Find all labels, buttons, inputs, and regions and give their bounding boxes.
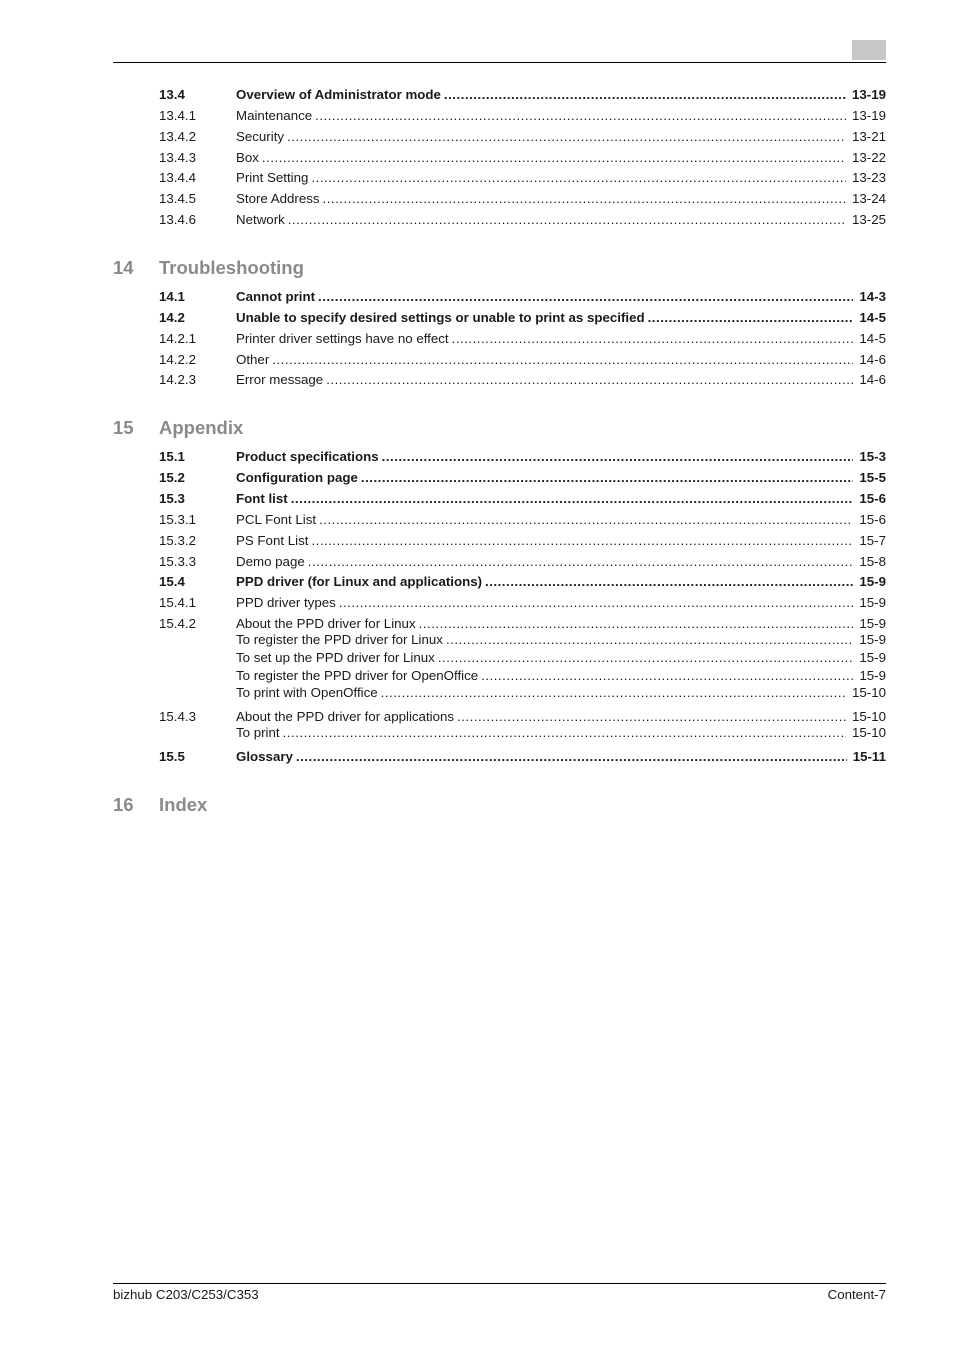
- toc-entry[interactable]: [159, 631, 886, 649]
- header-rule: [113, 62, 886, 63]
- toc-entry-title: Configuration page: [236, 469, 361, 487]
- toc-entry-leader-line: [236, 724, 886, 742]
- toc-entry-leader-line: [236, 553, 886, 571]
- toc-dot-leader: [283, 724, 846, 742]
- toc-entry-title: Print Setting: [236, 169, 311, 187]
- toc-entry[interactable]: [159, 469, 886, 487]
- toc-entry[interactable]: [159, 371, 886, 389]
- toc-entry-number: 15.4.2: [159, 616, 196, 631]
- toc-entry-page: 13-22: [851, 150, 886, 165]
- toc-entry-page: 15-9: [859, 668, 886, 683]
- toc-entry[interactable]: [159, 211, 886, 229]
- toc-entry-title: Other: [236, 351, 272, 369]
- toc-entry-number: 14.2.3: [159, 372, 196, 387]
- toc-entry-number: 15.3.3: [159, 554, 196, 569]
- toc-entry[interactable]: [159, 86, 886, 104]
- toc-entry[interactable]: [159, 667, 886, 685]
- toc-dot-leader: [315, 107, 846, 125]
- toc-entry-title: Maintenance: [236, 107, 315, 125]
- toc-dot-leader: [296, 748, 847, 766]
- chapter-number: 15: [113, 417, 134, 438]
- toc-entry-number: 15.4.3: [159, 709, 196, 724]
- toc-entry-number: 15.1: [159, 449, 185, 464]
- toc-entry[interactable]: [159, 649, 886, 667]
- toc-entry-page: 15-11: [852, 749, 886, 764]
- toc-entry-leader-line: [236, 351, 886, 369]
- toc-entry-number: 15.2: [159, 470, 185, 485]
- toc-dot-leader: [446, 631, 853, 649]
- toc-entry-number: 14.2.2: [159, 352, 196, 367]
- toc-entry[interactable]: [159, 330, 886, 348]
- toc-entry-leader-line: [236, 631, 886, 649]
- toc-entry-page: 15-3: [859, 449, 886, 464]
- toc-entry-number: 14.1: [159, 289, 185, 304]
- toc-entry-page: 14-5: [859, 310, 886, 325]
- toc-entry-page: 15-8: [859, 554, 886, 569]
- toc-entry[interactable]: [159, 149, 886, 167]
- toc-entry-page: 13-23: [851, 170, 886, 185]
- toc-entry-page: 13-24: [851, 191, 886, 206]
- toc-entry-leader-line: [236, 511, 886, 529]
- toc-entry-title: PS Font List: [236, 532, 311, 550]
- toc-entry-number: 15.3.2: [159, 533, 196, 548]
- toc-entry-number: 15.5: [159, 749, 185, 764]
- toc-entry-leader-line: [236, 748, 886, 766]
- toc-entry-page: 15-10: [851, 685, 886, 700]
- toc-entry-title: Demo page: [236, 553, 308, 571]
- toc-entry-page: 15-6: [859, 491, 886, 506]
- toc-entry-number: 13.4.2: [159, 129, 196, 144]
- toc-entry[interactable]: [159, 309, 886, 327]
- footer-model: bizhub C203/C253/C353: [113, 1287, 259, 1302]
- toc-dot-leader: [648, 309, 854, 327]
- toc-entry[interactable]: [159, 748, 886, 766]
- toc-entry-page: 13-19: [851, 87, 886, 102]
- toc-entry[interactable]: [159, 594, 886, 612]
- toc-entry[interactable]: [159, 128, 886, 146]
- toc-entry-title: About the PPD driver for applications: [236, 708, 457, 726]
- toc-entry[interactable]: [159, 553, 886, 571]
- toc-entry-leader-line: [236, 532, 886, 550]
- chapter-title: Appendix: [159, 417, 244, 438]
- footer-rule: [113, 1283, 886, 1284]
- toc-entry-title: Font list: [236, 490, 291, 508]
- toc-entry-title: To print with OpenOffice: [236, 684, 381, 702]
- toc-entry-number: 15.4.1: [159, 595, 196, 610]
- toc-entry-leader-line: [236, 490, 886, 508]
- toc-dot-leader: [308, 553, 854, 571]
- toc-entry-title: Printer driver settings have no effect: [236, 330, 452, 348]
- toc-entry-leader-line: [236, 594, 886, 612]
- toc-entry[interactable]: [159, 448, 886, 466]
- toc-entry-title: Glossary: [236, 748, 296, 766]
- toc-entry-leader-line: [236, 469, 886, 487]
- toc-entry-page: 15-9: [859, 616, 886, 631]
- toc-entry-leader-line: [236, 169, 886, 187]
- toc-entry-title: Unable to specify desired settings or unable to print as specified: [236, 309, 648, 327]
- toc-entry-page: 13-25: [851, 212, 886, 227]
- toc-dot-leader: [381, 684, 846, 702]
- toc-entry-page: 15-10: [851, 709, 886, 724]
- toc-entry-leader-line: [236, 149, 886, 167]
- toc-dot-leader: [444, 86, 846, 104]
- toc-entry-leader-line: [236, 309, 886, 327]
- toc-entry-title: Overview of Administrator mode: [236, 86, 444, 104]
- toc-entry-page: 14-6: [859, 352, 886, 367]
- toc-dot-leader: [288, 211, 846, 229]
- header-tab-block: [852, 40, 886, 60]
- toc-entry-number: 15.3.1: [159, 512, 196, 527]
- toc-dot-leader: [481, 667, 853, 685]
- toc-entry-page: 15-5: [859, 470, 886, 485]
- toc-entry-number: 13.4.4: [159, 170, 196, 185]
- toc-entry-title: To set up the PPD driver for Linux: [236, 649, 438, 667]
- toc-entry-page: 13-21: [851, 129, 886, 144]
- chapter-title: Troubleshooting: [159, 257, 304, 278]
- toc-dot-leader: [311, 169, 846, 187]
- toc-entry-leader-line: [236, 107, 886, 125]
- chapter-number: 14: [113, 257, 134, 278]
- toc-entry-title: Product specifications: [236, 448, 382, 466]
- toc-entry-number: 15.4: [159, 574, 185, 589]
- toc-entry-page: 15-9: [859, 574, 886, 589]
- toc-entry-number: 14.2: [159, 310, 185, 325]
- toc-entry[interactable]: [159, 724, 886, 742]
- toc-dot-leader: [339, 594, 854, 612]
- footer-page-number: Content-7: [827, 1287, 886, 1302]
- toc-entry[interactable]: [159, 684, 886, 702]
- toc-entry-page: 15-9: [859, 650, 886, 665]
- toc-entry-leader-line: [236, 371, 886, 389]
- toc-entry-number: 13.4.5: [159, 191, 196, 206]
- toc-entry-leader-line: [236, 649, 886, 667]
- toc-entry-number: 13.4.3: [159, 150, 196, 165]
- toc-entry-title: PPD driver (for Linux and applications): [236, 573, 485, 591]
- toc-entry-page: 14-3: [859, 289, 886, 304]
- toc-entry[interactable]: [159, 532, 886, 550]
- toc-entry-title: Error message: [236, 371, 326, 389]
- toc-entry[interactable]: [159, 169, 886, 187]
- toc-dot-leader: [452, 330, 854, 348]
- toc-entry[interactable]: [159, 107, 886, 125]
- toc-dot-leader: [485, 573, 853, 591]
- toc-entry-number: 14.2.1: [159, 331, 196, 346]
- toc-dot-leader: [311, 532, 853, 550]
- toc-entry-title: To register the PPD driver for OpenOffice: [236, 667, 481, 685]
- toc-entry-leader-line: [236, 448, 886, 466]
- toc-entry-page: 14-6: [859, 372, 886, 387]
- toc-dot-leader: [323, 190, 846, 208]
- toc-entry-page: 15-9: [859, 632, 886, 647]
- toc-entry-title: Security: [236, 128, 287, 146]
- toc-dot-leader: [287, 128, 846, 146]
- toc-entry-number: 15.3: [159, 491, 185, 506]
- toc-entry[interactable]: [159, 190, 886, 208]
- toc-dot-leader: [291, 490, 854, 508]
- chapter-title: Index: [159, 794, 208, 815]
- toc-entry-number: 13.4.6: [159, 212, 196, 227]
- toc-entry-leader-line: [236, 684, 886, 702]
- toc-entry[interactable]: [159, 351, 886, 369]
- toc-entry-title: To print: [236, 724, 283, 742]
- toc-entry[interactable]: [159, 511, 886, 529]
- toc-entry-number: 13.4.1: [159, 108, 196, 123]
- toc-entry-page: 15-6: [859, 512, 886, 527]
- toc-entry[interactable]: [159, 288, 886, 306]
- toc-entry-leader-line: [236, 573, 886, 591]
- toc-entry-page: 15-9: [859, 595, 886, 610]
- toc-dot-leader: [272, 351, 853, 369]
- toc-entry-leader-line: [236, 667, 886, 685]
- toc-entry-title: Box: [236, 149, 262, 167]
- toc-entry-page: 15-10: [851, 725, 886, 740]
- toc-dot-leader: [318, 288, 853, 306]
- toc-dot-leader: [382, 448, 854, 466]
- toc-entry[interactable]: [159, 490, 886, 508]
- toc-entry-title: About the PPD driver for Linux: [236, 615, 419, 633]
- toc-entry-leader-line: [236, 211, 886, 229]
- toc-entry-leader-line: [236, 330, 886, 348]
- toc-dot-leader: [361, 469, 853, 487]
- toc-entry-leader-line: [236, 288, 886, 306]
- toc-entry-leader-line: [236, 190, 886, 208]
- toc-entry-number: 13.4: [159, 87, 185, 102]
- toc-entry-title: Cannot print: [236, 288, 318, 306]
- chapter-number: 16: [113, 794, 134, 815]
- toc-entry-title: PPD driver types: [236, 594, 339, 612]
- toc-entry-page: 13-19: [851, 108, 886, 123]
- toc-entry-leader-line: [236, 128, 886, 146]
- toc-entry-leader-line: [236, 86, 886, 104]
- toc-entry-page: 15-7: [859, 533, 886, 548]
- toc-entry[interactable]: [159, 573, 886, 591]
- toc-entry-title: To register the PPD driver for Linux: [236, 631, 446, 649]
- toc-entry-title: Network: [236, 211, 288, 229]
- toc-entry-title: PCL Font List: [236, 511, 319, 529]
- toc-dot-leader: [262, 149, 846, 167]
- toc-dot-leader: [438, 649, 854, 667]
- toc-entry-page: 14-5: [859, 331, 886, 346]
- toc-entry-title: Store Address: [236, 190, 323, 208]
- toc-dot-leader: [326, 371, 853, 389]
- toc-dot-leader: [319, 511, 853, 529]
